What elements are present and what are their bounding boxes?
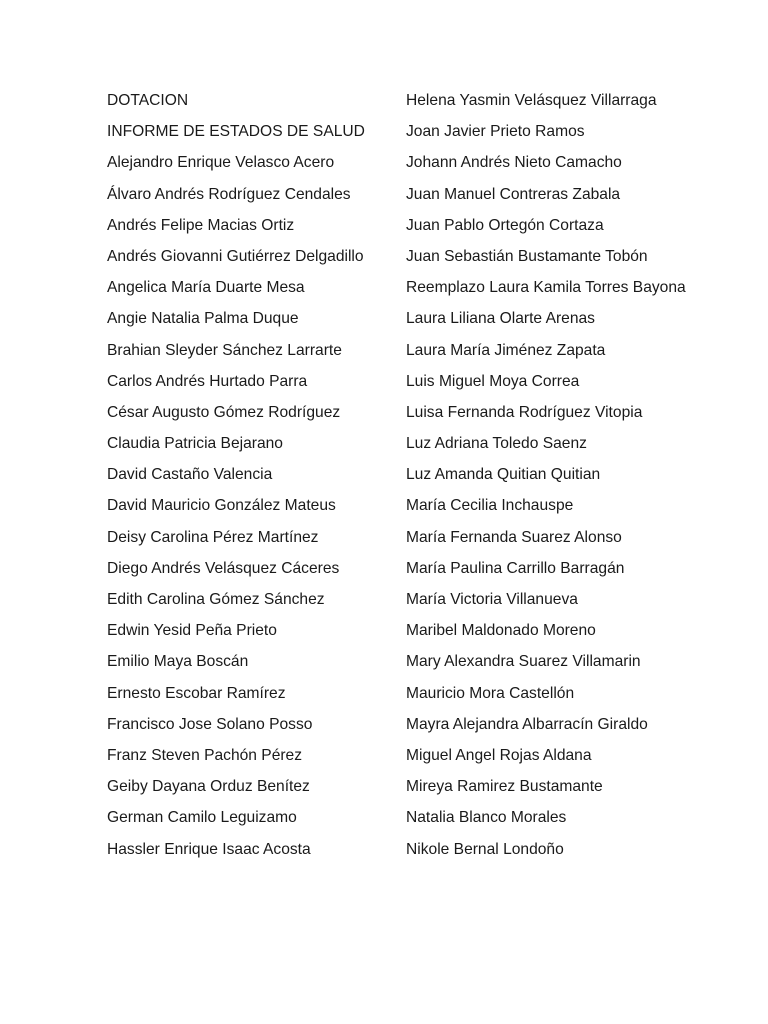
list-item: Andrés Felipe Macias Ortiz [107,216,295,234]
left-column [107,90,377,870]
list-item: Alejandro Enrique Velasco Acero [107,154,335,172]
list-item: Helena Yasmin Velásquez Villarraga [406,92,657,109]
list-item: Edith Carolina Gómez Sánchez [107,591,325,608]
list-item: David Castaño Valencia [107,466,273,484]
list-item: Luis Miguel Moya Correa [406,372,580,390]
list-item: Angie Natalia Palma Duque [107,310,299,328]
list-item: Francisco Jose Solano Posso [107,715,313,733]
right-column [406,90,686,870]
list-item: Luz Adriana Toledo Saenz [406,435,587,453]
list-item: Claudia Patricia Bejarano [107,435,283,453]
list-item: Natalia Blanco Morales [406,809,567,827]
list-item: Johann Andrés Nieto Camacho [406,154,622,172]
list-item: Miguel Angel Rojas Aldana [406,746,592,764]
list-item: Joan Javier Prieto Ramos [406,123,585,141]
list-item: Maribel Maldonado Moreno [406,622,596,640]
list-item: Mauricio Mora Castellón [406,684,575,702]
list-item: Andrés Giovanni Gutiérrez Delgadillo [107,247,364,265]
list-item: Hassler Enrique Isaac Acosta [107,840,311,858]
list-item: David Mauricio González Mateus [107,497,336,515]
list-item: Reemplazo Laura Kamila Torres Bayona [406,279,686,297]
list-item: Angelica María Duarte Mesa [107,279,305,297]
list-item: Juan Pablo Ortegón Cortaza [406,216,604,234]
document-title: INFORME DE ESTADOS DE SALUD [107,123,365,141]
list-item: Franz Steven Pachón Pérez [107,746,303,764]
section-heading: DOTACION [107,92,189,109]
list-item: Ernesto Escobar Ramírez [107,684,286,702]
list-item: María Fernanda Suarez Alonso [406,528,622,546]
list-item: Laura Liliana Olarte Arenas [406,310,595,328]
list-item: Juan Manuel Contreras Zabala [406,185,621,203]
list-item: Mary Alexandra Suarez Villamarin [406,653,641,671]
list-item: Mireya Ramirez Bustamante [406,778,603,796]
list-item: Laura María Jiménez Zapata [406,341,606,359]
list-item: Deisy Carolina Pérez Martínez [107,528,319,546]
list-item: María Cecilia Inchauspe [406,497,574,515]
list-item: Luisa Fernanda Rodríguez Vitopia [406,403,643,421]
list-item: Emilio Maya Boscán [107,653,249,671]
list-item: Diego Andrés Velásquez Cáceres [107,559,340,577]
list-item: German Camilo Leguizamo [107,809,297,827]
list-item: Álvaro Andrés Rodríguez Cendales [107,185,351,203]
list-item: Carlos Andrés Hurtado Parra [107,372,308,390]
list-item: César Augusto Gómez Rodríguez [107,403,341,421]
list-item: Luz Amanda Quitian Quitian [406,466,601,484]
list-item: Geiby Dayana Orduz Benítez [107,778,310,796]
list-item: Juan Sebastián Bustamante Tobón [406,247,648,265]
list-item: Mayra Alejandra Albarracín Giraldo [406,715,648,733]
list-item: Brahian Sleyder Sánchez Larrarte [107,341,342,359]
list-item: Nikole Bernal Londoño [406,840,564,858]
list-item: María Paulina Carrillo Barragán [406,559,625,577]
list-item: María Victoria Villanueva [406,591,578,608]
list-item: Edwin Yesid Peña Prieto [107,622,277,640]
